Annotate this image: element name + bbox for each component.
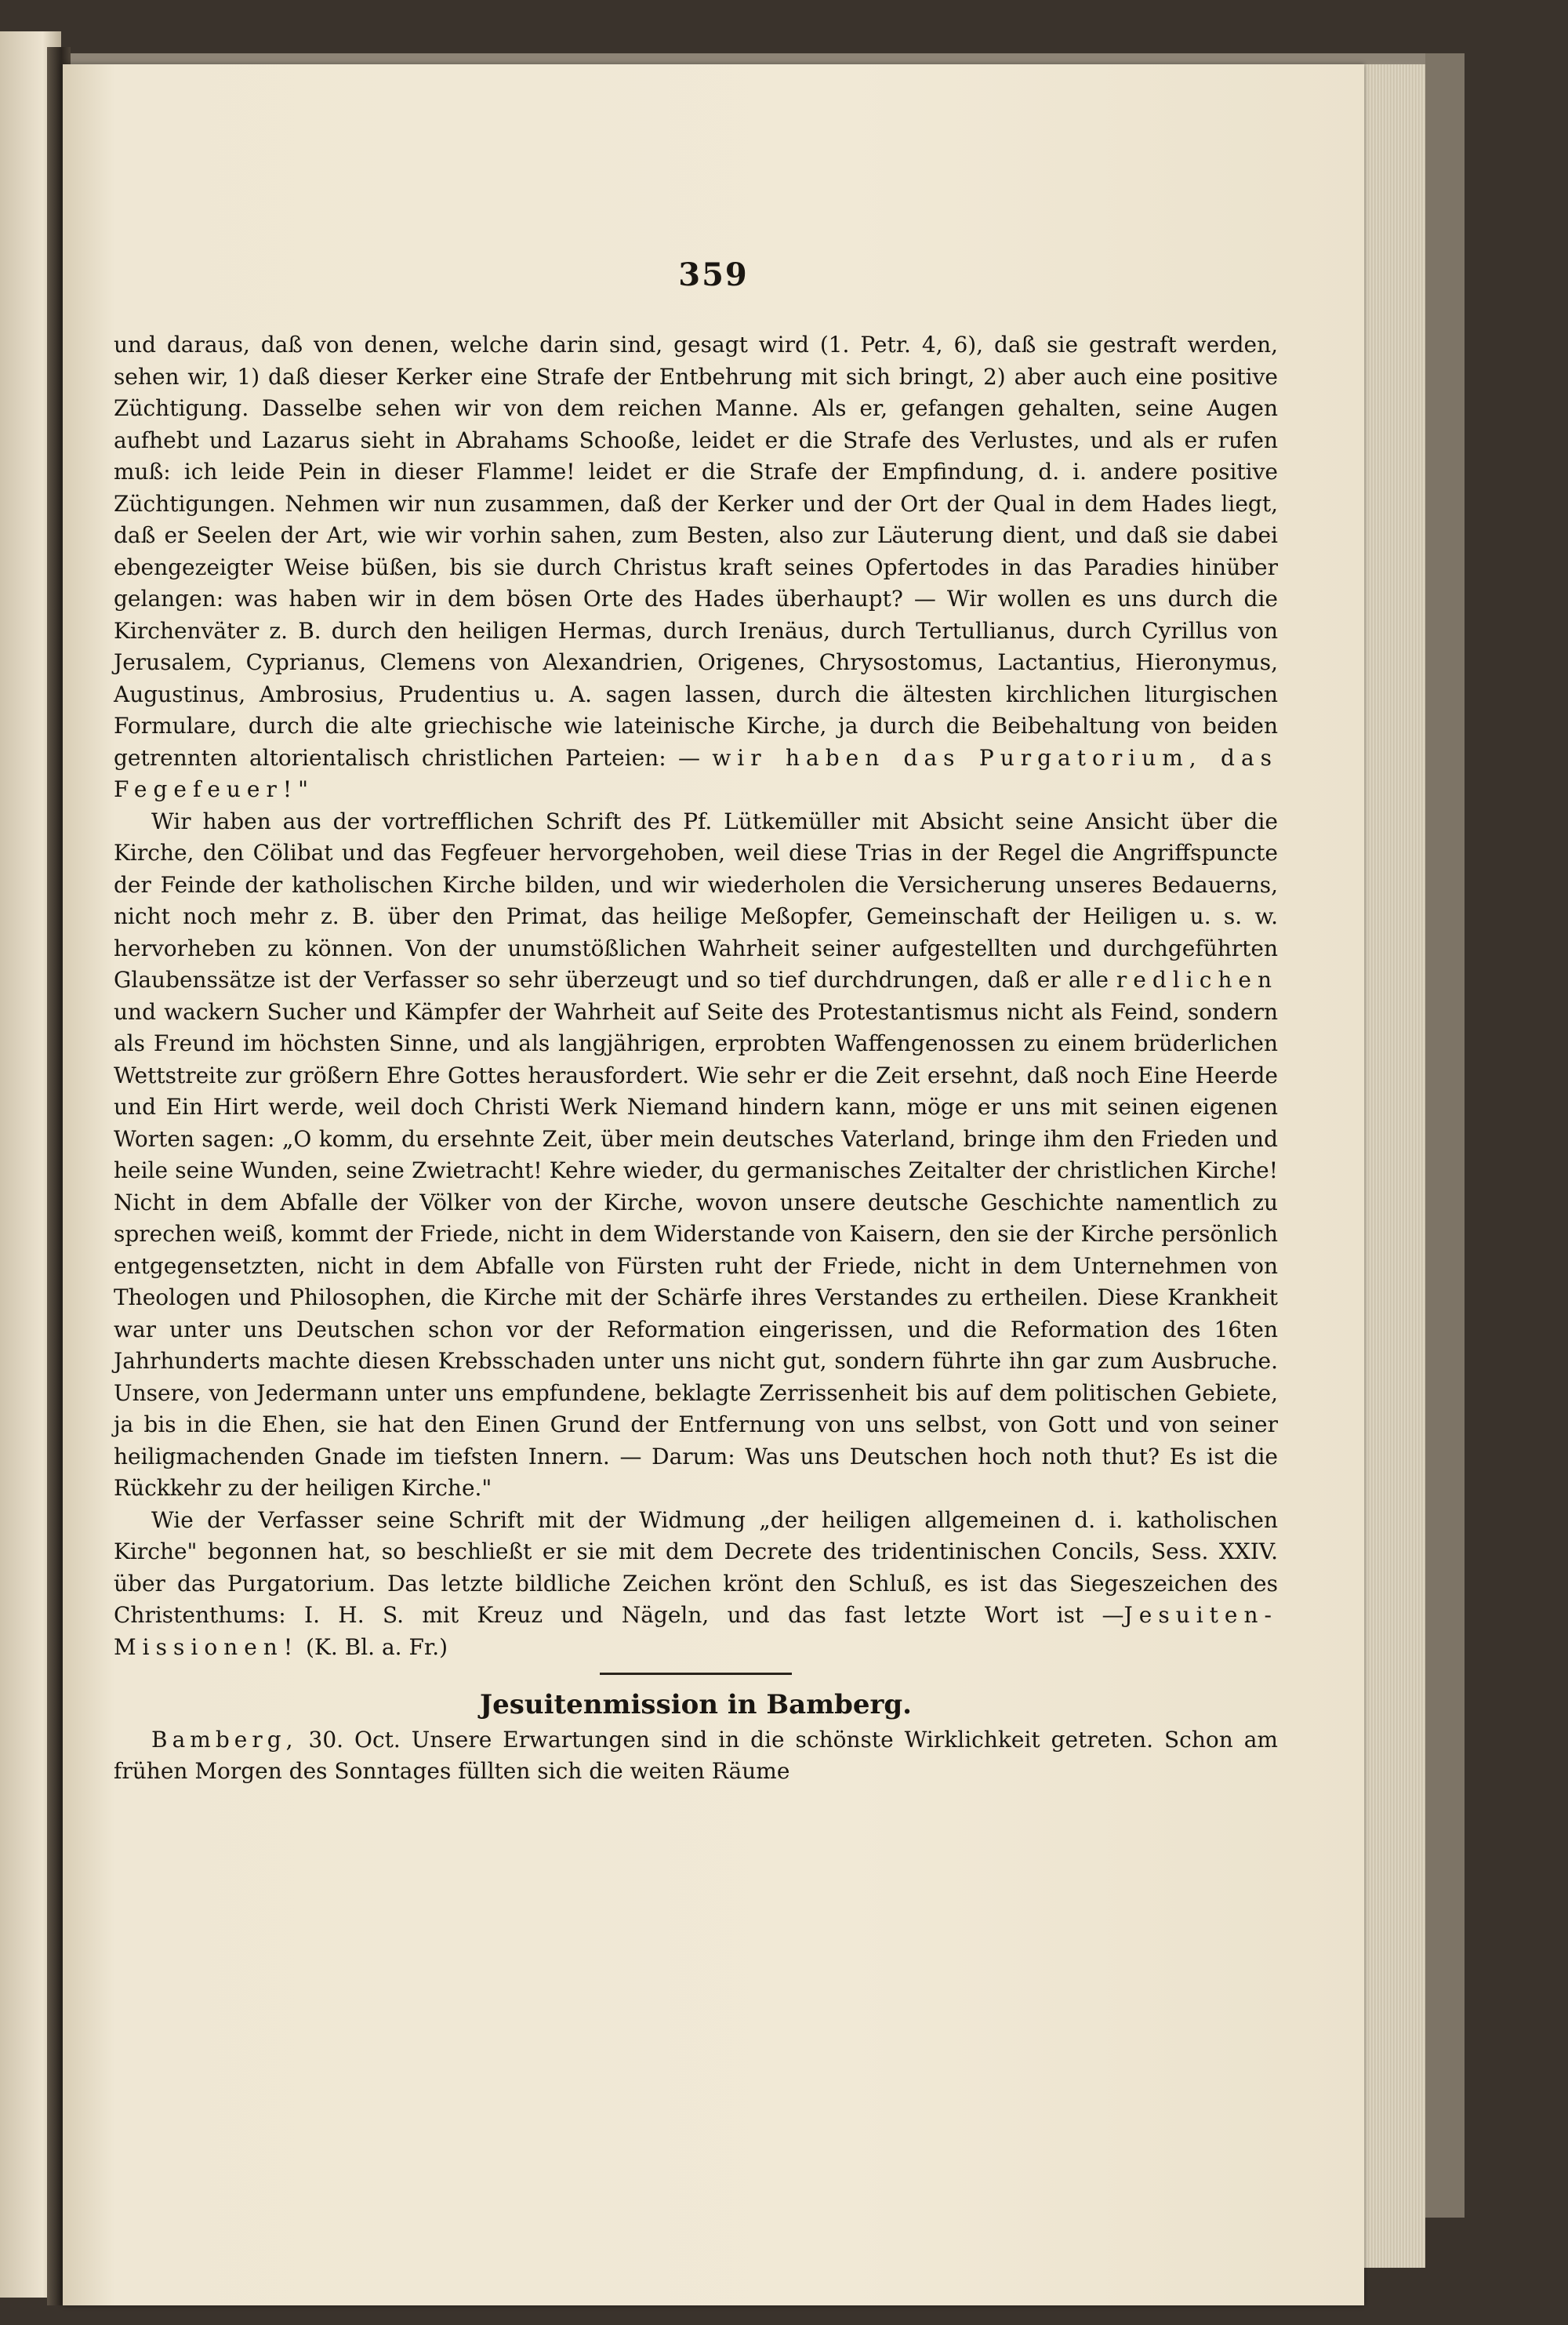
book-page [63,64,1364,2305]
article-2-dateline: Bamberg, [151,1726,298,1753]
paragraph-1-text: und daraus, daß von denen, welche darin sind, gesagt wird (1. Petr. 4, 6), daß sie gestraft werden, sehen wir, 1) daß dieser Kerker eine Strafe der Entbehrung mit sich bringt, 2) aber auch eine positive Züchtigung. Dasselbe sehen wir von dem reichen Manne. Als er, gefangen gehalten, seine Augen aufhebt und Lazarus sieht in Abrahams Schooße, leidet er die Strafe des Verlustes, und als er rufen muß: ich leide Pein in dieser Flamme! leidet er die Strafe der Empfindung, d. i. andere positive Züchtigungen. Nehmen wir nun zusammen, daß der Kerker und der Ort der Qual in dem Hades liegt, daß er Seelen der Art, wie wir vorhin sahen, zum Besten, also zur Läuterung dient, und daß sie dabei ebengezeigter Weise büßen, bis sie durch Christus kraft seines Opfertodes in das Paradies hinüber gelangen: was haben wir in dem bösen Orte des Hades überhaupt? — Wir wollen es uns durch die Kirchenväter z. B. durch den heiligen Hermas, durch Irenäus, durch Tertullianus, durch Cyrillus von Jerusalem, Cyprianus, Clemens von Alexandrien, Origenes, Chrysostomus, Lactantius, Hieronymus, Augustinus, Ambrosius, Prudentius u. A. sagen lassen, durch die ältesten kirchlichen liturgischen Formulare, durch die alte griechische wie lateinische Kirche, ja durch die Beibehaltung von beiden getrennten altorientalisch christlichen Parteien: — [114,332,1278,771]
book-cover-right [1425,53,1465,2218]
paragraph-1-emphasis: wir haben das Purgatorium, das Fegefeuer! [114,744,1279,802]
paragraph-1-quote-end: " [298,776,309,802]
paragraph-3-emphasis: Jesuiten-Missionen! [114,1602,1278,1660]
article-2-text: 30. Oct. Unsere Erwartungen sind in die schönste Wirklichkeit getreten. Schon am frühen Morgen des Sonntages füllten sich die weiten Räume [114,1726,1278,1784]
paragraph-3 [114,1505,1278,1664]
paragraph-3-source: (K. Bl. a. Fr.) [305,1633,448,1660]
article-title: Jesuitenmission in Bamberg. [479,1689,913,1720]
paragraph-2-text-a: Wir haben aus der vortrefflichen Schrift des Pf. Lütkemüller mit Absicht seine Ansicht über die Kirche, den Cölibat und das Fegfeuer hervorgehoben, weil diese Trias in der Regel die Angriffspuncte der Feinde der katholischen Kirche bilden, und wir wiederholen die Versicherung unseres Bedauerns, nicht noch mehr z. B. über den Primat, das heilige Meßopfer, Gemeinschaft der Heiligen u. s. w. hervorheben zu können. Von der unumstößlichen Wahrheit seiner aufgestellten und durchgeführten Glaubenssätze ist der Verfasser so sehr überzeugt und so tief durchdrungen, daß er alle [114,808,1278,993]
page-stack-edge [1364,64,1425,2268]
paragraph-2-emphasis: redlichen [1116,967,1279,993]
article-2-paragraph [114,1724,1278,1788]
page-body [114,329,1278,1788]
page-number: 359 [678,256,749,293]
paragraph-2-text-b: und wackern Sucher und Kämpfer der Wahrheit auf Seite des Protestantismus nicht als Feind, sondern als Freund im höchsten Sinne, und als langjährigen, erprobten Waffengenossen zu einem brüderlichen Wettstreite zur größern Ehre Gottes herausfordert. Wie sehr er die Zeit ersehnt, daß noch Eine Heerde und Ein Hirt werde, weil doch Christi Werk Niemand hindern kann, möge er uns mit seinen eigenen Worten sagen: „O komm, du ersehnte Zeit, über mein deutsches Vaterland, bringe ihm den Frieden und heile seine Wunden, seine Zwietracht! Kehre wieder, du germanisches Zeitalter der christlichen Kirche! Nicht in dem Abfalle der Völker von der Kirche, wovon unsere deutsche Geschichte namentlich zu sprechen weiß, kommt der Friede, nicht in dem Widerstande von Kaisern, den sie der Kirche persönlich entgegensetzten, nicht in dem Abfalle von Fürsten ruht der Friede, nicht in dem Unternehmen von Theologen und Philosophen, die Kirche mit der Schärfe ihres Verstandes zu ertheilen. Diese Krankheit war unter uns Deutschen schon vor der Reformation eingerissen, und die Reformation des 16ten Jahrhunderts machte diesen Krebsschaden unter uns nicht gut, sondern führte ihn gar zum Ausbruche. Unsere, von Jedermann unter uns empfundene, beklagte Zerrissenheit bis auf dem politischen Gebiete, ja bis in die Ehen, sie hat den Einen Grund der Entfernung von uns selbst, von Gott und von seiner heiligmachenden Gnade im tiefsten Innern. — Darum: Was uns Deutschen hoch noth thut? Es ist die Rückkehr zu der heiligen Kirche." [114,998,1278,1501]
paragraph-2 [114,806,1278,1505]
paragraph-1 [114,329,1278,806]
section-divider [600,1673,792,1675]
paragraph-3-text: Wie der Verfasser seine Schrift mit der Widmung „der heiligen allgemeinen d. i. katholischen Kirche" begonnen hat, so beschließt er sie mit dem Decrete des tridentinischen Concils, Sess. XXIV. über das Purgatorium. Das letzte bildliche Zeichen krönt den Schluß, es ist das Siegeszeichen des Christenthums: I. H. S. mit Kreuz und Nägeln, und das fast letzte Wort ist — [114,1506,1278,1628]
